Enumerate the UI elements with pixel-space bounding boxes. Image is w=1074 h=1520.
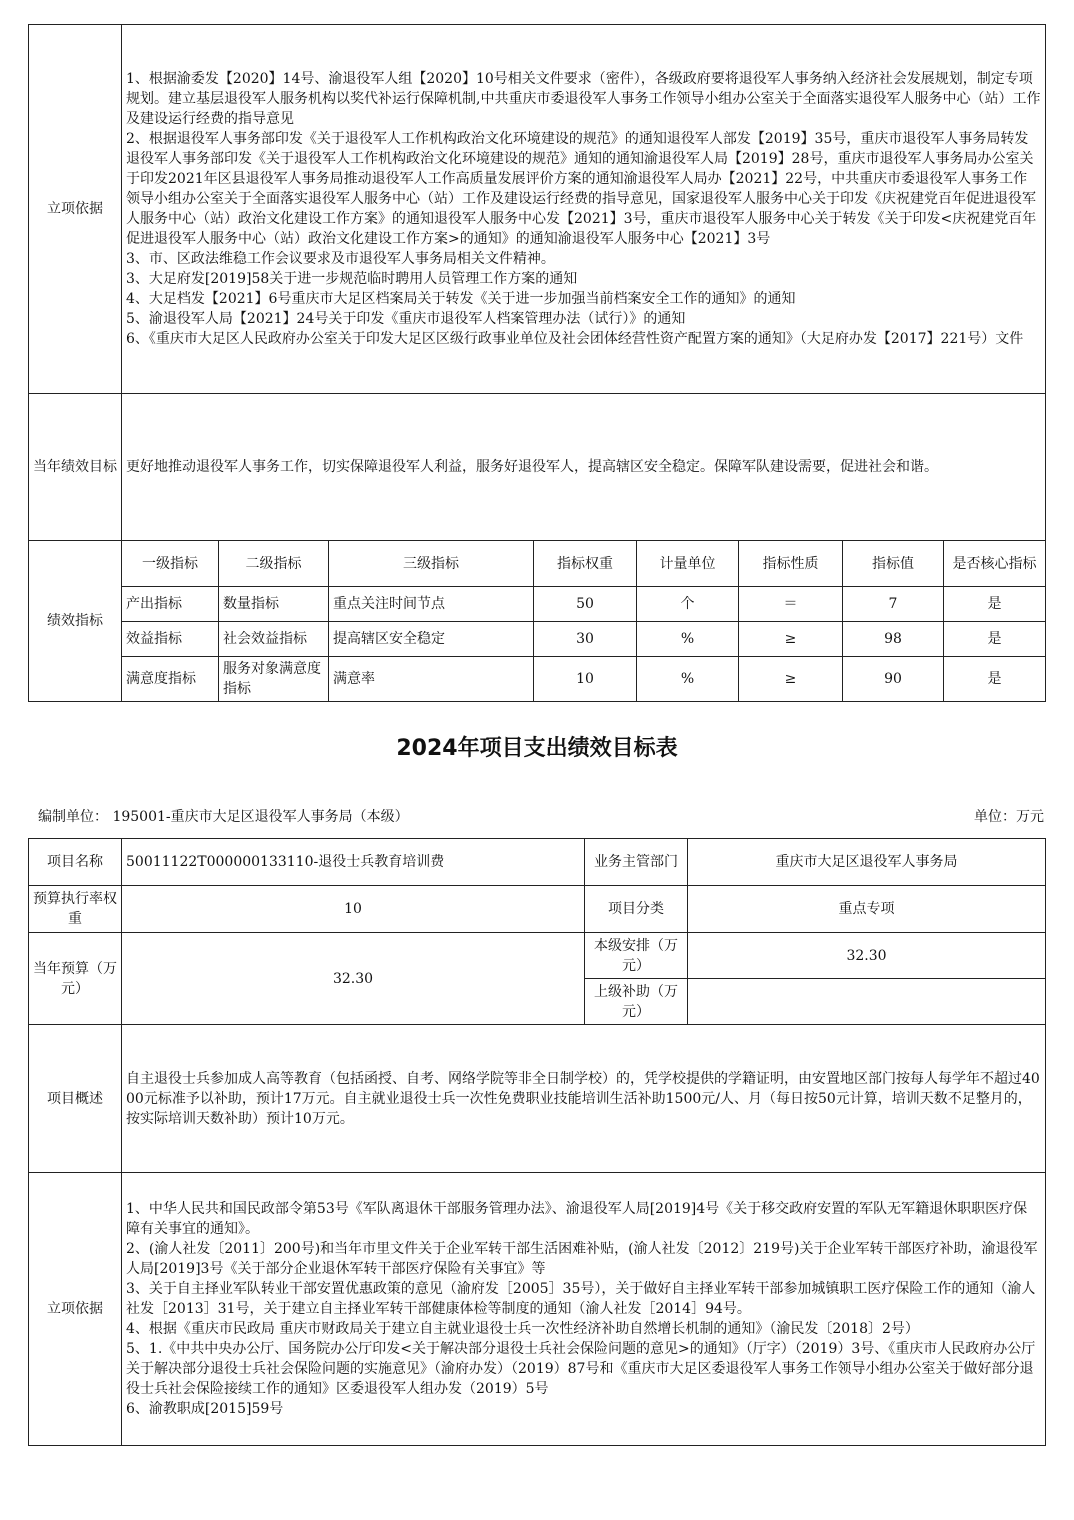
unit-line xyxy=(38,806,1044,826)
basis-label: 立项依据 xyxy=(29,1173,122,1446)
weight-label: 预算执行率权重 xyxy=(29,886,122,933)
header-cell: 指标权重 xyxy=(534,541,637,587)
weight-value: 10 xyxy=(122,886,585,933)
basis-line: 2、(渝人社发〔2011〕200号)和当年市里文件关于企业军转干部生活困难补贴，(渝人社发〔2012〕219号)关于企业军转干部医疗补助，渝退役军人局[2019]3号《关于部分企业退休军转干部医疗保险有关事宜》等 xyxy=(126,1241,1038,1277)
cell: 产出指标 xyxy=(122,587,219,622)
cell: 30 xyxy=(534,622,637,657)
table-row xyxy=(29,587,1046,622)
basis-line: 1、根据渝委发【2020】14号、渝退役军人组【2020】10号相关文件要求（密件），各级政府要将退役军人事务纳入经济社会发展规划，制定专项规划。建立基层退役军人服务机构以奖代补运行保障机制,中共重庆市委退役军人事务工作领导小组办公室关于全面落实退役军人服务中心（站）工作及建设运行经费的指导意见 xyxy=(126,71,1041,127)
basis-line: 3、大足府发[2019]58关于进一步规范临时聘用人员管理工作方案的通知 xyxy=(126,271,578,287)
cell: 服务对象满意度指标 xyxy=(219,657,329,702)
table-row xyxy=(29,622,1046,657)
header-cell: 三级指标 xyxy=(329,541,534,587)
category-label: 项目分类 xyxy=(585,886,688,933)
cell: 是 xyxy=(944,587,1046,622)
cell: ＝ xyxy=(739,587,843,622)
basis-line: 5、渝退役军人局【2021】24号关于印发《重庆市退役军人档案管理办法（试行）》的通知 xyxy=(126,311,686,327)
basis-label: 立项依据 xyxy=(29,25,122,394)
category-value: 重点专项 xyxy=(688,886,1046,933)
header-cell: 一级指标 xyxy=(122,541,219,587)
basis-text xyxy=(122,1173,1046,1446)
upper-label: 上级补助（万元） xyxy=(585,979,688,1025)
header-cell: 指标性质 xyxy=(739,541,843,587)
basis-line: 4、根据《重庆市民政局 重庆市财政局关于建立自主就业退役士兵一次性经济补助自然增长机制的通知》（渝民发〔2018〕2号） xyxy=(126,1321,919,1337)
basis-line: 1、中华人民共和国民政部令第53号《军队离退休干部服务管理办法》、渝退役军人局[2019]4号《关于移交政府安置的军队无军籍退休职职医疗保障有关事宜的通知》。 xyxy=(126,1201,1028,1237)
basis-line: 3、市、区政法维稳工作会议要求及市退役军人事务局相关文件精神。 xyxy=(126,251,555,267)
basis-text xyxy=(122,25,1046,394)
cell: 重点关注时间节点 xyxy=(329,587,534,622)
cell: 98 xyxy=(843,622,944,657)
performance-table-continued xyxy=(28,24,1046,702)
cell: % xyxy=(637,622,739,657)
budget-label: 当年预算（万元） xyxy=(29,933,122,1025)
cell: % xyxy=(637,657,739,702)
basis-line: 4、大足档发【2021】6号重庆市大足区档案局关于转发《关于进一步加强当前档案安全工作的通知》的通知 xyxy=(126,291,796,307)
cell: 效益指标 xyxy=(122,622,219,657)
overview-text: 自主退役士兵参加成人高等教育（包括函授、自考、网络学院等非全日制学校）的，凭学校提供的学籍证明，由安置地区部门按每人每学年不超过4000元标准予以补助，预计17万元。自主就业退役士兵一次性免费职业技能培训生活补助1500元/人、月（每日按50元计算，培训天数不足整月的，按实际培训天数补助）预计10万元。 xyxy=(122,1025,1046,1173)
cell: ≥ xyxy=(739,622,843,657)
cell: 满意度指标 xyxy=(122,657,219,702)
upper-value xyxy=(688,979,1046,1025)
project-name: 50011122T000000133110-退役士兵教育培训费 xyxy=(122,839,585,886)
goal-label: 当年绩效目标 xyxy=(29,394,122,541)
project-goal-table xyxy=(28,838,1046,1446)
basis-line: 6、渝教职成[2015]59号 xyxy=(126,1401,284,1417)
cell: 个 xyxy=(637,587,739,622)
cell: 是 xyxy=(944,657,1046,702)
header-cell: 二级指标 xyxy=(219,541,329,587)
cell: 50 xyxy=(534,587,637,622)
basis-line: 5、1.《中共中央办公厅、国务院办公厅印发<关于解决部分退役士兵社会保险问题的意见>的通知》（厅字）（2019）3号、《重庆市人民政府办公厅关于解决部分退役士兵社会保险问题的实施意见》（渝府办发）（2019）87号和《重庆市大足区委退役军人事务工作领导小组办公室关于做好部分退役士兵社会保险接续工作的通知》区委退役军人组办发（2019）5号 xyxy=(126,1341,1036,1397)
compiling-unit: 编制单位： 195001-重庆市大足区退役军人事务局（本级） xyxy=(38,809,409,825)
cell: 提高辖区安全稳定 xyxy=(329,622,534,657)
header-cell: 是否核心指标 xyxy=(944,541,1046,587)
basis-line: 2、根据退役军人事务部印发《关于退役军人工作机构政治文化环境建设的规范》的通知退役军人部发【2019】35号，重庆市退役军人事务局转发退役军人事务部印发《关于退役军人工作机构政治文化环境建设的规范》通知的通知渝退役军人局【2019】28号，重庆市退役军人事务局办公室关于印发2021年区县退役军人事务局推动退役军人工作高质量发展评价方案的通知渝退役军人局办【2021】22号，中共重庆市委退役军人事务工作领导小组办公室关于全面落实退役军人服务中心（站）工作及建设运行经费的指导意见，国家退役军人服务中心关于印发《庆祝建党百年促进退役军人服务中心（站）政治文化建设工作方案》的通知退役军人服务中心发【2021】3号，重庆市退役军人服务中心关于转发《关于印发<庆祝建党百年促进退役军人服务中心（站）政治文化建设工作方案>的通知》的通知渝退役军人服务中心【2021】3号 xyxy=(126,131,1037,247)
cell: 是 xyxy=(944,622,1046,657)
page-title: 2024年项目支出绩效目标表 xyxy=(396,736,678,761)
basis-line: 3、关于自主择业军队转业干部安置优惠政策的意见（渝府发［2005］35号），关于做好自主择业军转干部参加城镇职工医疗保险工作的通知（渝人社发［2013］31号，关于建立自主择业军转干部健康体检等制度的通知（渝人社发［2014］94号。 xyxy=(126,1281,1036,1317)
local-value: 32.30 xyxy=(688,933,1046,979)
cell: 数量指标 xyxy=(219,587,329,622)
cell: 7 xyxy=(843,587,944,622)
overview-label: 项目概述 xyxy=(29,1025,122,1173)
budget-value: 32.30 xyxy=(122,933,585,1025)
perf-label: 绩效指标 xyxy=(29,541,122,702)
cell: ≥ xyxy=(739,657,843,702)
cell: 满意率 xyxy=(329,657,534,702)
table-row xyxy=(29,657,1046,702)
cell: 90 xyxy=(843,657,944,702)
dept-value: 重庆市大足区退役军人事务局 xyxy=(688,839,1046,886)
cell: 社会效益指标 xyxy=(219,622,329,657)
local-label: 本级安排（万元） xyxy=(585,933,688,979)
currency-unit: 单位：万元 xyxy=(974,809,1044,825)
goal-text: 更好地推动退役军人事务工作，切实保障退役军人利益，服务好退役军人，提高辖区安全稳定。保障军队建设需要，促进社会和谐。 xyxy=(122,394,1046,541)
header-cell: 计量单位 xyxy=(637,541,739,587)
project-name-label: 项目名称 xyxy=(29,839,122,886)
cell: 10 xyxy=(534,657,637,702)
basis-line: 6、《重庆市大足区人民政府办公室关于印发大足区区级行政事业单位及社会团体经营性资产配置方案的通知》（大足府办发【2017】221号）文件 xyxy=(126,331,1024,347)
header-cell: 指标值 xyxy=(843,541,944,587)
dept-label: 业务主管部门 xyxy=(585,839,688,886)
